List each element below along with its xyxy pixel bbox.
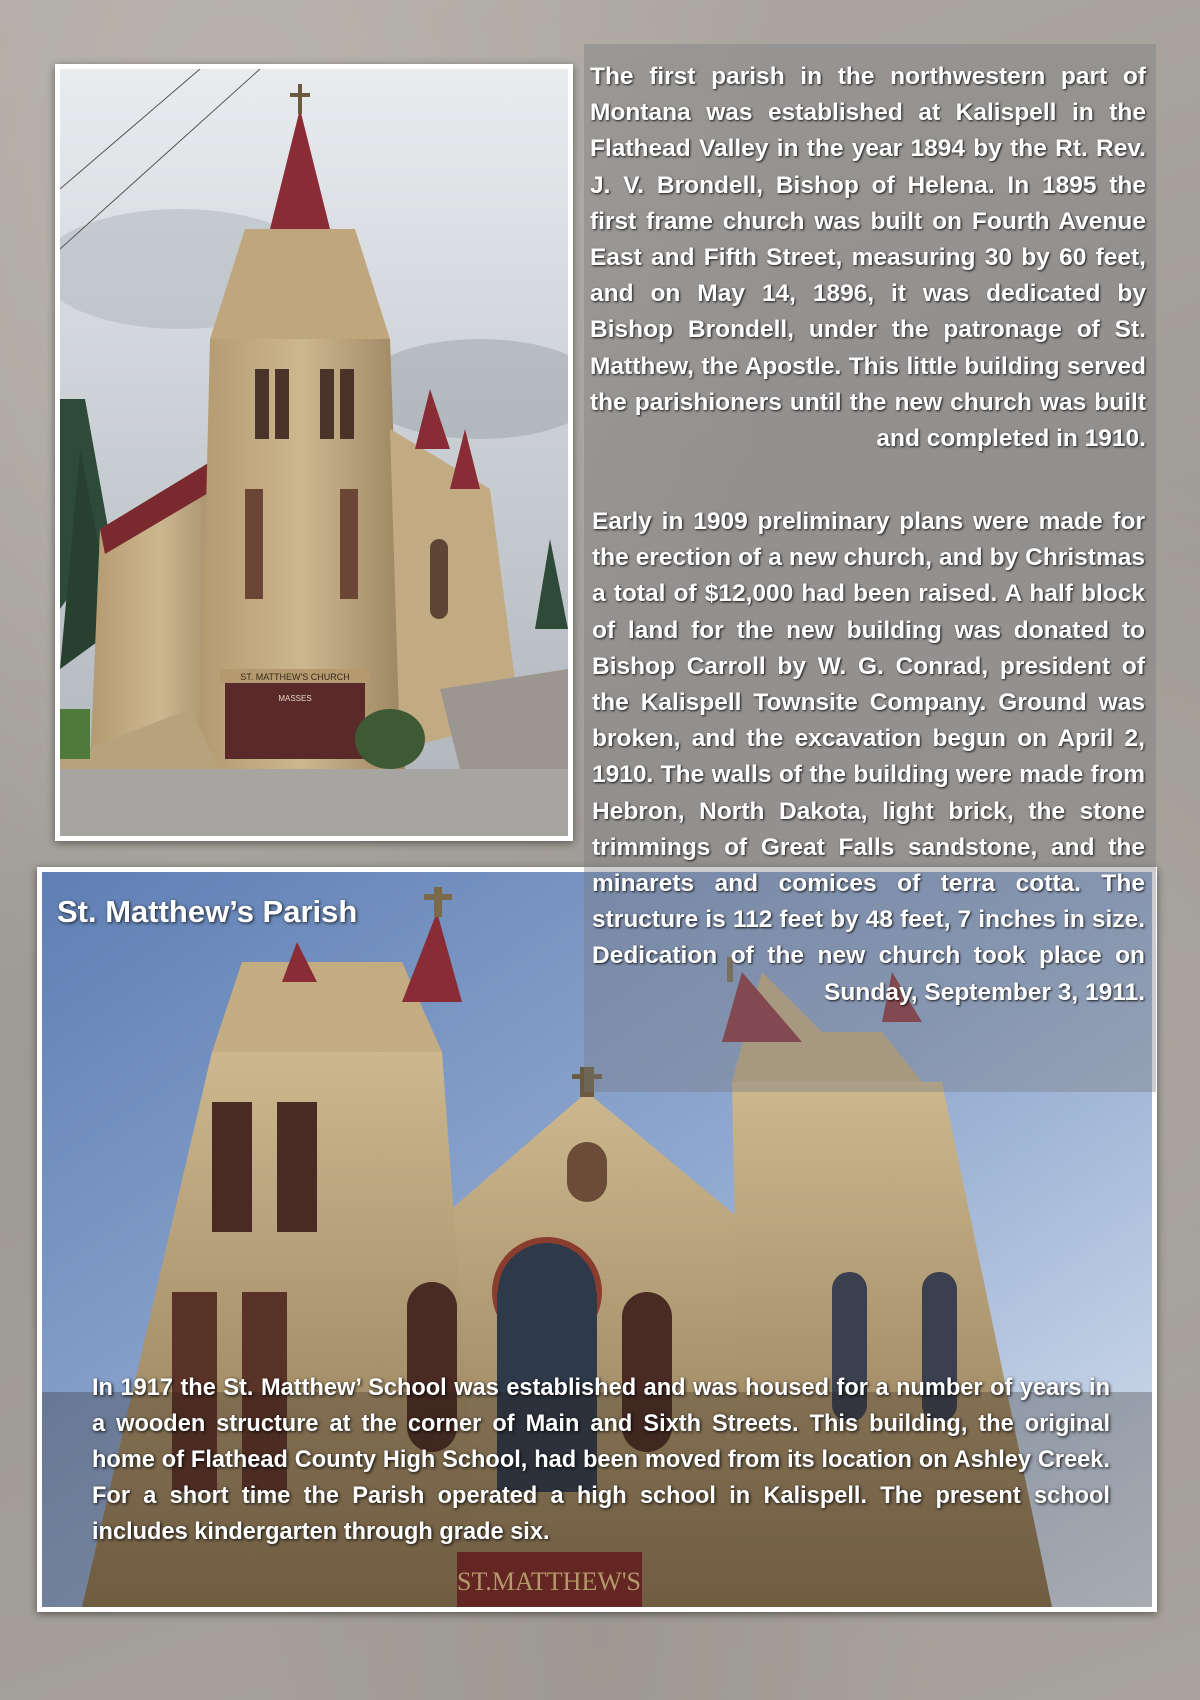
history-paragraph-1 (590, 59, 1146, 457)
school-paragraph: In 1917 the St. Matthew’ School was established and was housed for a number of years in a wooden structure at the corner of Main and Sixth Streets. This building, the original home of Flathead County High School, had been moved from its location on Ashley Creek. For a short time the Parish operated a high school in Kalispell. The present school includes kindergarten through grade six. (92, 1375, 1110, 1545)
church-sign-text: ST. MATTHEW'S CHURCH (240, 672, 350, 682)
paragraph-1: The first parish in the northwestern part of Montana was established at Kalispell in the Flathead Valley in the year 1894 by the Rt. Rev. J. V. Brondell, Bishop of Helena. In 1895 the first frame church was built on Fourth Avenue East and Fifth Street, measuring 30 by 60 feet, and on May 14, 1896, it was dedicated by Bishop Brondell, under the patronage of St. Matthew, the Apostle. This little building served the parishioners until the new church was built and completed in 1910. (590, 63, 1146, 453)
section-title: St. Matthew’s Parish (57, 894, 358, 929)
paragraph-2: Early in 1909 preliminary plans were made for the erection of a new church, and by Christmas a total of $12,000 had been raised. A half block of land for the new building was donated to Bishop Carroll by W. G. Conrad, president of the Kalispell Townsite Company. Ground was broken, and the excavation begun on April 2, 1910. The walls of the building were made from Hebron, North Dakota, light brick, the stone trimmings of Great Falls sandstone, and the minarets and comices of terra cotta. The structure is 112 feet by 48 feet, 7 inches in size. Dedication of the new church took place on Sunday, September 3, 1911. (592, 508, 1145, 1006)
church-sign-masses: MASSES (278, 694, 312, 703)
history-paragraph-2 (592, 504, 1145, 1011)
church-side-photo (60, 69, 568, 836)
